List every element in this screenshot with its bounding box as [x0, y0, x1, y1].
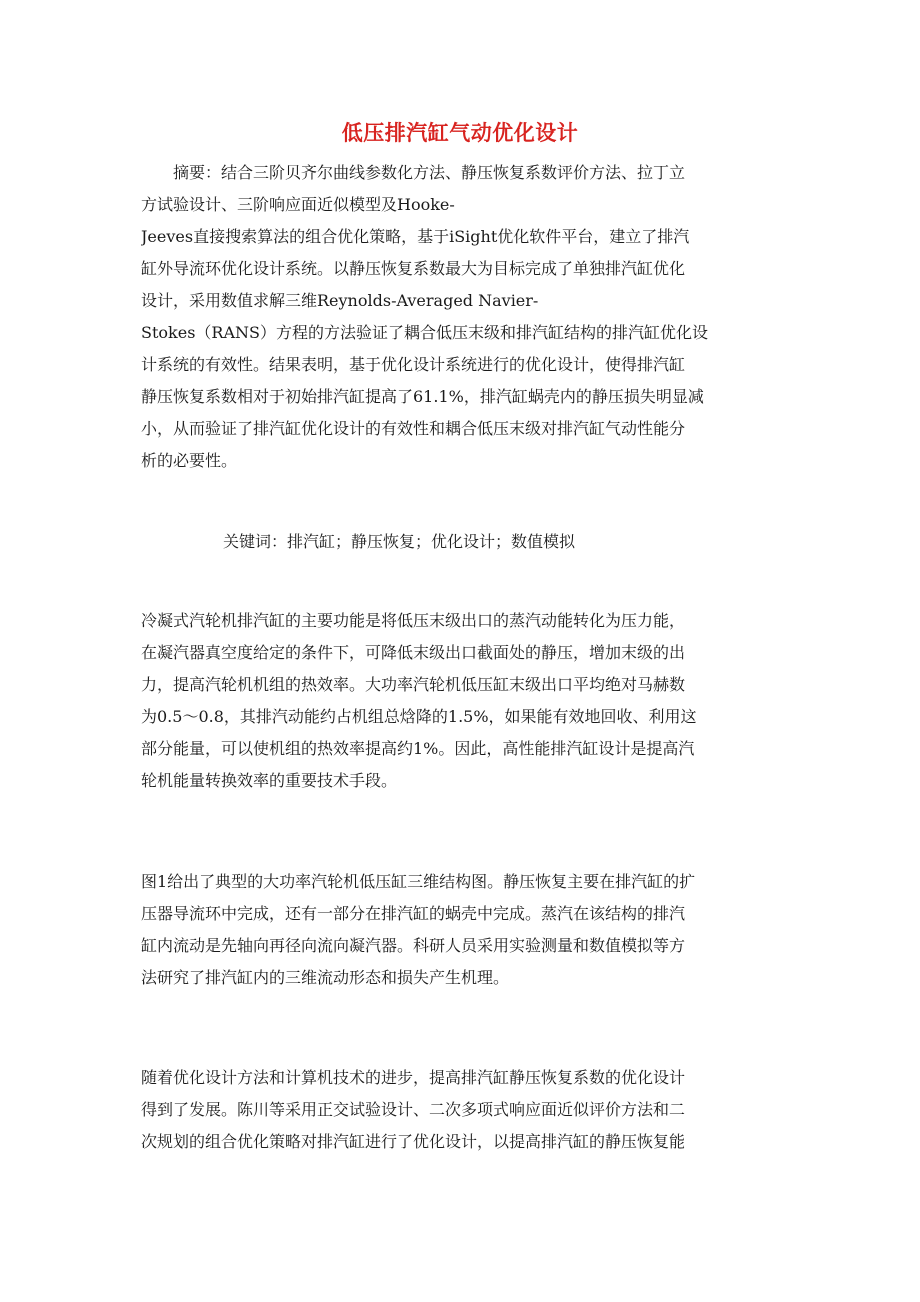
paragraph-1 [141, 605, 781, 797]
paragraph-2 [141, 866, 781, 994]
abstract-line: 缸外导流环优化设计系统。以静压恢复系数最大为目标完成了单独排汽缸优化 [141, 259, 686, 278]
paragraph-line: 法研究了排汽缸内的三维流动形态和损失产生机理。 [141, 968, 510, 987]
paragraph-3 [141, 1062, 781, 1158]
keywords: 关键词：排汽缸；静压恢复；优化设计；数值模拟 [223, 532, 576, 551]
abstract-line: 设计，采用数值求解三维Reynolds-Averaged Navier- [141, 291, 539, 310]
abstract-line: Jeeves直接搜索算法的组合优化策略，基于iSight优化软件平台，建立了排汽 [141, 227, 690, 246]
paragraph-line: 图1给出了典型的大功率汽轮机低压缸三维结构图。静压恢复主要在排汽缸的扩 [141, 872, 696, 891]
paragraph-line: 冷凝式汽轮机排汽缸的主要功能是将低压末级出口的蒸汽动能转化为压力能， [141, 611, 686, 630]
document-title: 低压排汽缸气动优化设计 [341, 121, 579, 145]
paragraph-line: 压器导流环中完成，还有一部分在排汽缸的蜗壳中完成。蒸汽在该结构的排汽 [141, 904, 686, 923]
abstract-line: 计系统的有效性。结果表明，基于优化设计系统进行的优化设计，使得排汽缸 [141, 355, 686, 374]
paragraph-line: 缸内流动是先轴向再径向流向凝汽器。科研人员采用实验测量和数值模拟等方 [141, 936, 686, 955]
abstract [141, 157, 781, 477]
paragraph-line: 轮机能量转换效率的重要技术手段。 [141, 771, 398, 790]
paragraph-line: 得到了发展。陈川等采用正交试验设计、二次多项式响应面近似评价方法和二 [141, 1100, 686, 1119]
abstract-line: 静压恢复系数相对于初始排汽缸提高了61.1%，排汽缸蜗壳内的静压损失明显减 [141, 387, 704, 406]
abstract-line: 摘要：结合三阶贝齐尔曲线参数化方法、静压恢复系数评价方法、拉丁立 [173, 163, 686, 182]
abstract-line: 析的必要性。 [141, 451, 238, 470]
abstract-line: 方试验设计、三阶响应面近似模型及Hooke- [141, 195, 455, 214]
abstract-line: Stokes（RANS）方程的方法验证了耦合低压末级和排汽缸结构的排汽缸优化设 [141, 323, 708, 342]
abstract-line: 小，从而验证了排汽缸优化设计的有效性和耦合低压末级对排汽缸气动性能分 [141, 419, 686, 438]
paragraph-line: 随着优化设计方法和计算机技术的进步，提高排汽缸静压恢复系数的优化设计 [141, 1068, 686, 1087]
paragraph-line: 在凝汽器真空度给定的条件下，可降低末级出口截面处的静压，增加末级的出 [141, 643, 686, 662]
paragraph-line: 次规划的组合优化策略对排汽缸进行了优化设计，以提高排汽缸的静压恢复能 [141, 1132, 686, 1151]
paragraph-line: 部分能量，可以使机组的热效率提高约1%。因此，高性能排汽缸设计是提高汽 [141, 739, 695, 758]
paragraph-line: 为0.5～0.8，其排汽动能约占机组总焓降的1.5%，如果能有效地回收、利用这 [141, 707, 697, 726]
paragraph-line: 力，提高汽轮机机组的热效率。大功率汽轮机低压缸末级出口平均绝对马赫数 [141, 675, 686, 694]
